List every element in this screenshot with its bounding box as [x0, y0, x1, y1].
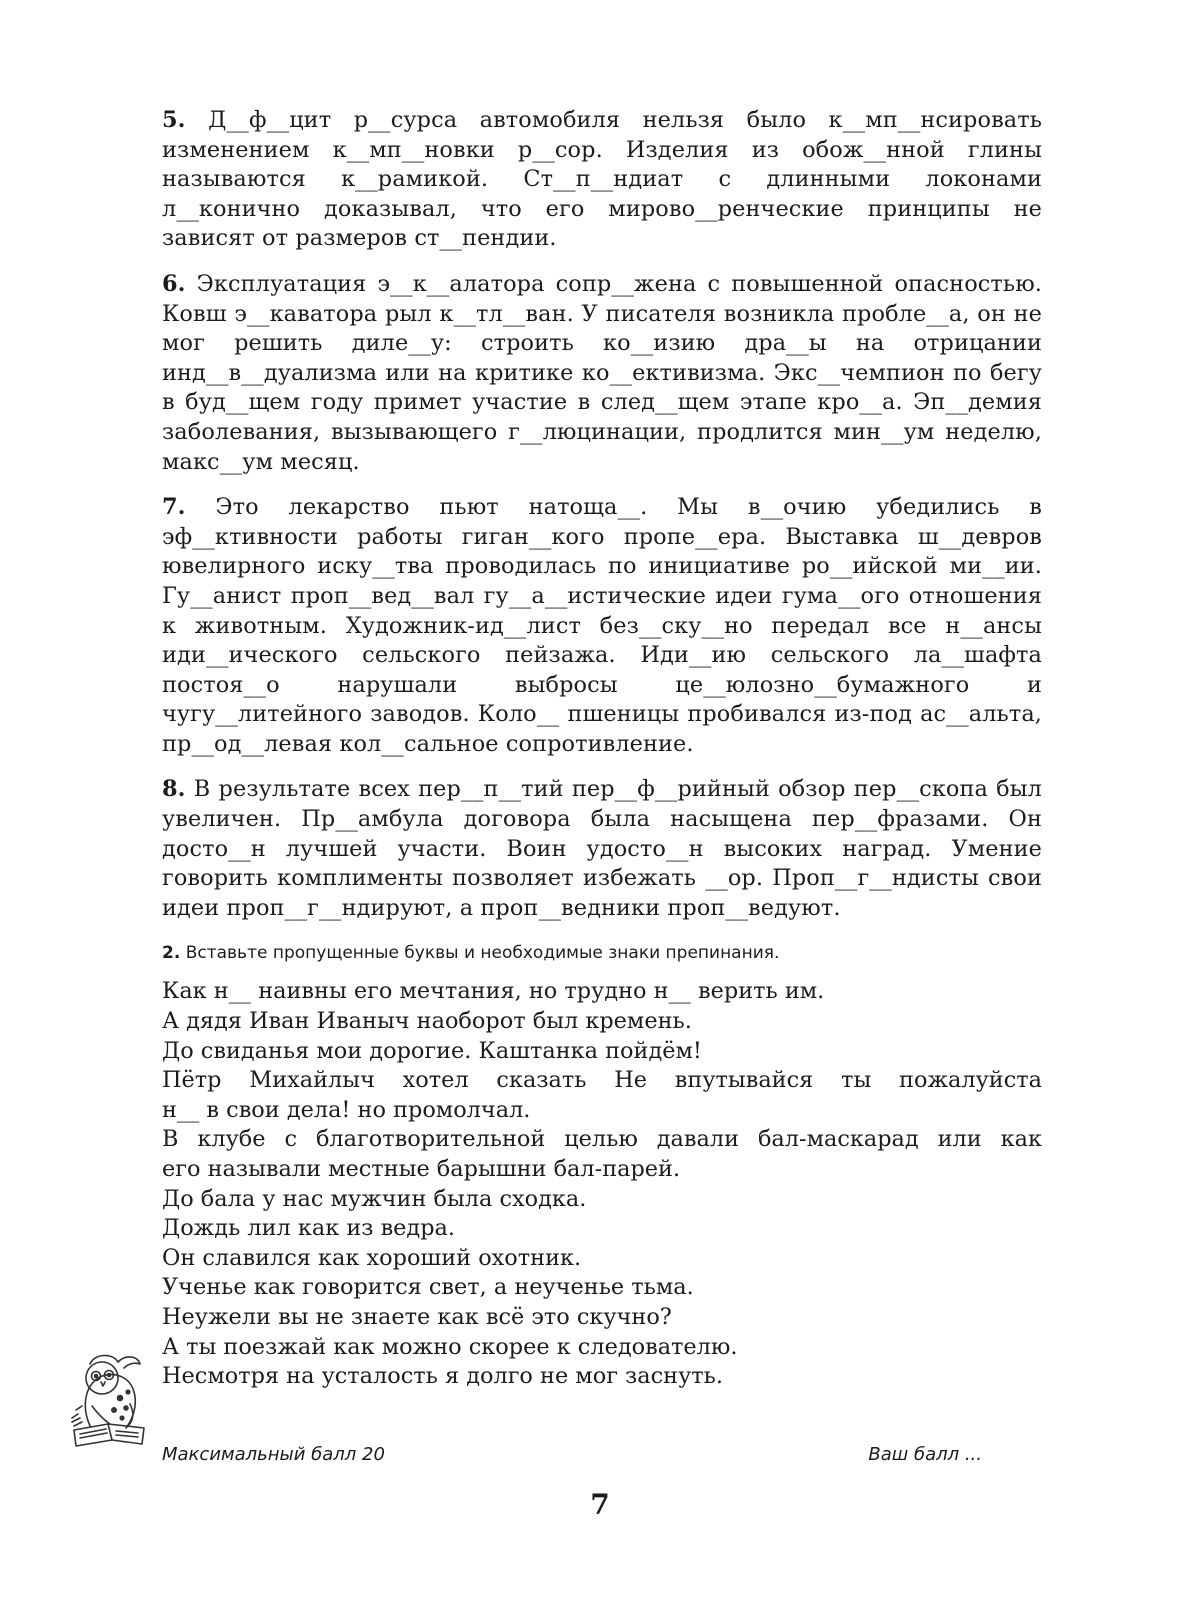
sentence-line: Несмотря на усталость я долго не мог заснуть.: [162, 1363, 723, 1390]
exercise-2-sentences: [162, 977, 1042, 1391]
item-text: Это лекарство пьют натоща__. Мы в__очию убедились в эф__ктивности работы гиган__кого пропе__ера. Выставка ш__девров ювелирного иску__тва проводилась по инициативе ро__ийской ми__ии. Гу__анист проп__вед__вал гу__а__истические идеи гума__ого отношения к животным. Художник-ид__лист без__ску__но передал все н__ансы иди__ического сельского пейзажа. Иди__ию сельского ла__шафта постоя__о нарушали выбросы це__юлозно__бумажного и чугу__литейного заводов. Коло__ пшеницы пробивался из-под ас__альта, пр__од__левая кол__сальное сопротивление.: [162, 494, 1043, 757]
item-number: 7.: [162, 494, 186, 521]
item-8: [162, 775, 1042, 923]
content-column: [162, 106, 1042, 1392]
item-number: 8.: [162, 776, 186, 803]
sentence-line: А ты поезжай как можно скорее к следователю.: [162, 1333, 738, 1360]
score-footer: [162, 1444, 982, 1465]
item-text: Д__ф__цит р__сурса автомобиля нельзя было к__мп__нсировать изменением к__мп__новки р__сор. Изделия из обож__нной глины называются к__рамикой. Ст__п__ндиат с длинными локонами л__конично доказывал, что его мирово__ренческие принципы не зависят от размеров ст__пендии.: [162, 107, 1042, 252]
sentence-line: В клубе с благотворительной целью давали бал-маскарад или как: [162, 1126, 1042, 1153]
exercise-2-instruction: [162, 941, 1042, 965]
sentence-line: До свиданья мои дорогие. Каштанка пойдём!: [162, 1037, 702, 1064]
sentence-line: н__ в свои дела! но промолчал.: [162, 1096, 531, 1123]
sentence-line: А дядя Иван Иваныч наоборот был кремень.: [162, 1008, 692, 1035]
page-number: 7: [590, 1488, 610, 1521]
item-text: Эксплуатация э__к__алатора сопр__жена с повышенной опасностью. Ковш э__каватора рыл к__тл__ван. У писателя возникла пробле__а, он не мог решить диле__у: строить ко__изию дра__ы на отрицании инд__в__дуализма или на критике ко__ективизма. Экс__чемпион по бегу в буд__щем году примет участие в след__щем этапе кро__а. Эп__демия заболевания, вызывающего г__люцинации, продлится мин__ум неделю, макс__ум месяц.: [162, 270, 1043, 475]
item-number: 6.: [162, 270, 186, 297]
item-6: [162, 270, 1042, 477]
sentence-line: До бала у нас мужчин была сходка.: [162, 1185, 587, 1212]
instruction-text: Вставьте пропущенные буквы и необходимые знаки препинания.: [185, 943, 780, 964]
item-5: [162, 106, 1042, 254]
sentence-line: Дождь лил как из ведра.: [162, 1215, 456, 1242]
item-text: В результате всех пер__п__тий пер__ф__рийный обзор пер__скопа был увеличен. Пр__амбула договора была насыщена пер__фразами. Он досто__н лучшей участи. Воин удосто__н высоких наград. Умение говорить комплименты позволяет избежать __ор. Проп__г__ндисты свои идеи проп__г__ндируют, а проп__ведники проп__ведуют.: [162, 776, 1042, 921]
owl-reading-book-icon: [68, 1348, 154, 1448]
your-score: Ваш балл ...: [868, 1444, 982, 1465]
max-score: Максимальный балл 20: [162, 1444, 385, 1465]
sentence-line: Неужели вы не знаете как всё это скучно?: [162, 1303, 672, 1330]
sentence-line: Ученье как говорится свет, а неученье тьма.: [162, 1274, 694, 1301]
exercise-1-continued: [162, 106, 1042, 923]
sentence-line: его называли местные барышни бал-парей.: [162, 1156, 681, 1182]
item-7: [162, 493, 1042, 759]
sentence-line: Пётр Михайлыч хотел сказать Не впутывайся ты пожалуйста: [162, 1067, 1042, 1094]
exercise-number: 2.: [162, 943, 181, 964]
sentence-line: Он славился как хороший охотник.: [162, 1244, 582, 1271]
sentence-line: Как н__ наивны его мечтания, но трудно н__ верить им.: [162, 978, 825, 1005]
item-number: 5.: [162, 107, 186, 133]
